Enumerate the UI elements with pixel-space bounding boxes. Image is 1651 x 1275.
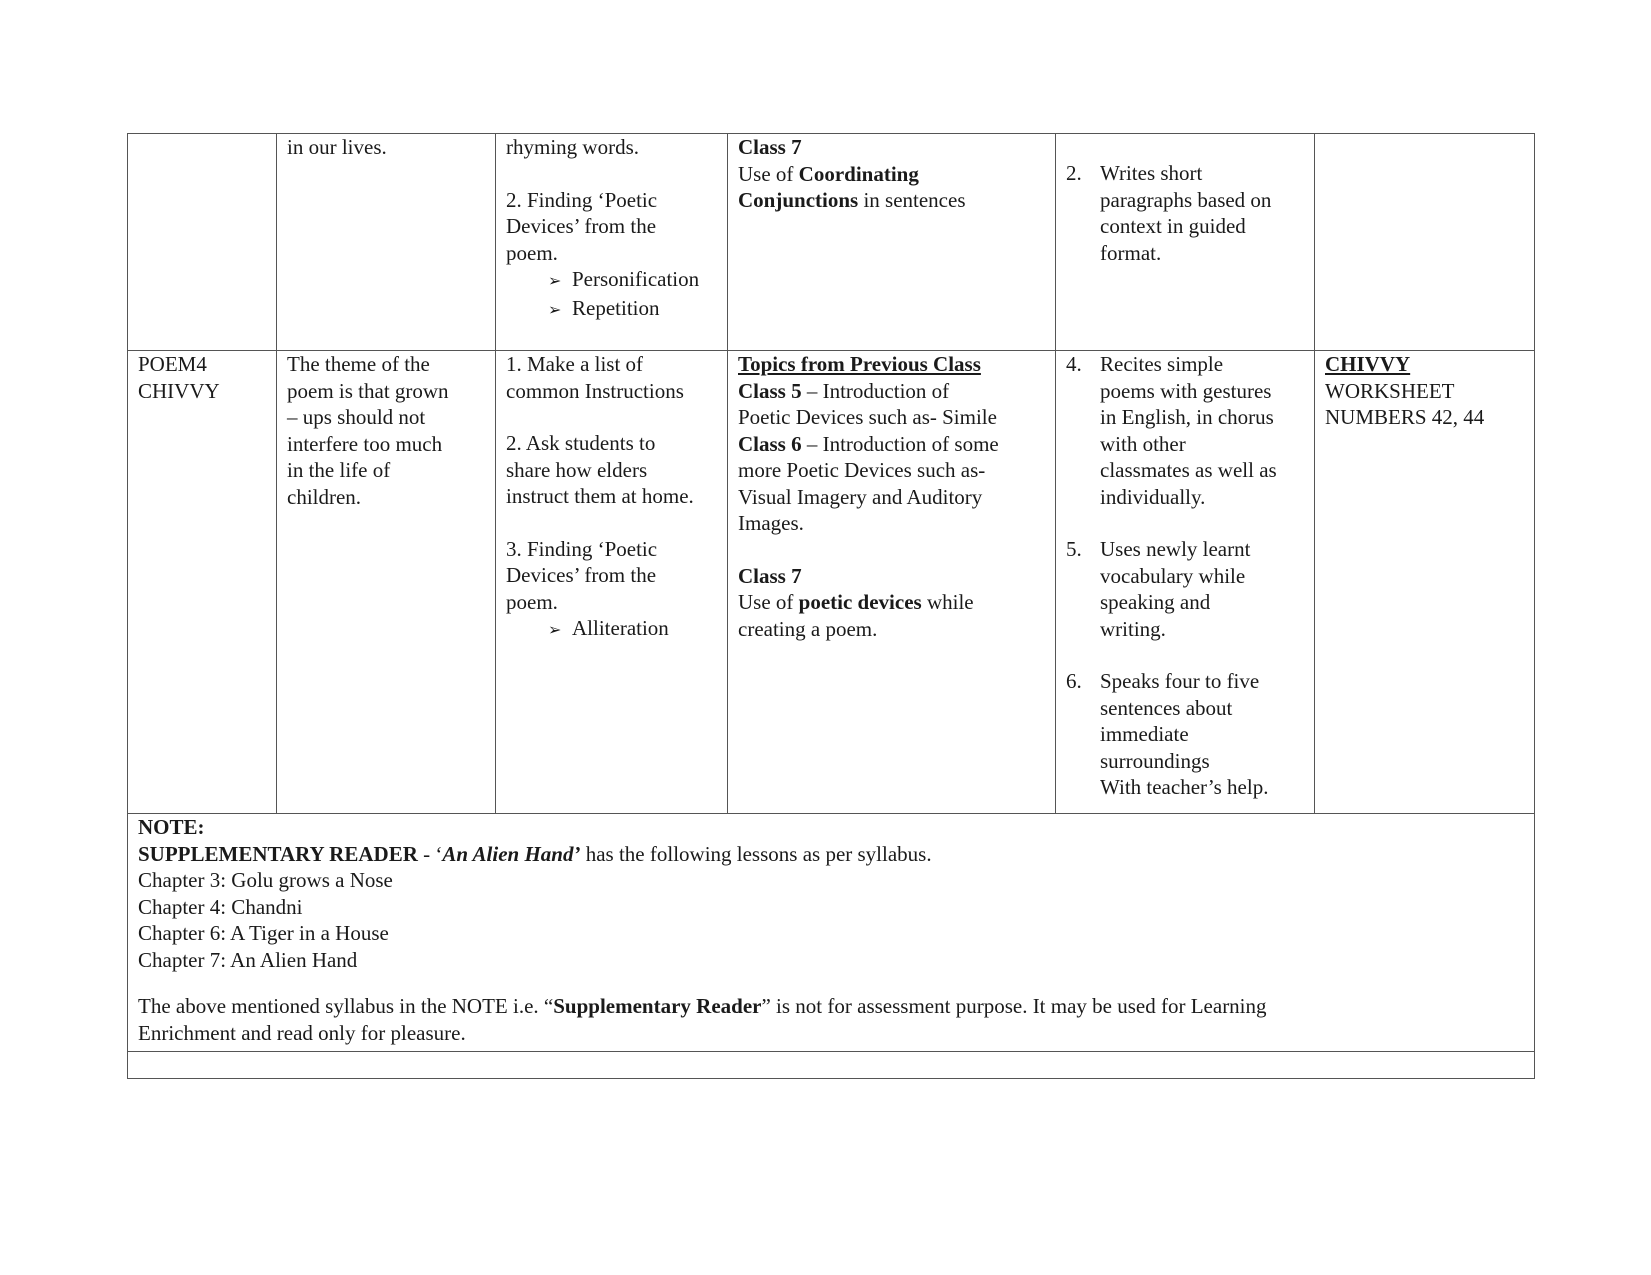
table-row	[128, 351, 1535, 814]
theme-cell: The theme of the poem is that grown – ups should not interfere too much in the life of children.	[277, 351, 496, 814]
activity-line: rhyming words.	[506, 135, 639, 159]
bullet-item: ➢ Repetition	[506, 295, 717, 324]
table-row	[128, 134, 1535, 351]
syllabus-table	[127, 133, 1535, 1079]
activities-cell	[496, 134, 728, 351]
note-cell	[128, 814, 1535, 1052]
chapter-title: CHIVVY	[138, 378, 220, 403]
worksheet-cell: CHIVVY WORKSHEET NUMBERS 42, 44	[1315, 351, 1535, 814]
chapter-code: POEM4	[138, 352, 207, 376]
outcome-item: 2. Writes short paragraphs based on context in guided format.	[1066, 161, 1272, 265]
activity-line: Devices’ from the	[506, 214, 657, 238]
outcome-number: 2.	[1066, 161, 1082, 185]
class-heading: Class 7	[738, 563, 802, 588]
theme-text: in our lives.	[287, 135, 387, 159]
outcomes-cell	[1056, 351, 1315, 814]
activity-line: 2. Finding ‘Poetic	[506, 187, 658, 212]
note-row	[128, 814, 1535, 1052]
worksheet-title: CHIVVY	[1325, 352, 1411, 376]
chapter-line: Chapter 3: Golu grows a Nose	[138, 868, 393, 892]
outcome-item: 6. Speaks four to five sentences about immediate surroundings With teacher’s help.	[1066, 669, 1269, 799]
chapter-cell	[128, 134, 277, 351]
grammar-cell	[728, 134, 1056, 351]
grammar-line: Use of Coordinating	[738, 161, 919, 186]
class-heading: Class 7	[738, 135, 802, 159]
activity-line: poem.	[506, 240, 558, 265]
empty-row	[128, 1052, 1535, 1079]
note-footer: The above mentioned syllabus in the NOTE i.e. “Supplementary Reader” is not for assessment purpose. It may be used for Learning	[138, 994, 1267, 1018]
bullet-item: ➢ Alliteration	[506, 615, 717, 644]
note-footer-line2: Enrichment and read only for pleasure.	[138, 1020, 466, 1045]
outcome-item: 5. Uses newly learnt vocabulary while speaking and writing.	[1066, 537, 1251, 641]
empty-cell	[128, 1052, 1535, 1079]
note-label: NOTE:	[138, 815, 205, 839]
grammar-cell: Topics from Previous Class Class 5 – Introduction of Poetic Devices such as- Simile Class 6 – Introduction of some more Poetic Devices such as- Visual Imagery and Auditory Images. Class 7 Use of poetic devices while creating a poem.	[728, 351, 1056, 814]
chapter-cell	[128, 351, 277, 814]
topics-heading: Topics from Previous Class	[738, 352, 981, 376]
grammar-line: Conjunctions in sentences	[738, 188, 966, 212]
chapter-line: Chapter 7: An Alien Hand	[138, 947, 358, 972]
theme-cell	[277, 134, 496, 351]
activities-cell: 1. Make a list of common Instructions 2. Ask students to share how elders instruct them at home. 3. Finding ‘Poetic Devices’ from the poem. ➢ Alliteration	[496, 351, 728, 814]
worksheet-cell	[1315, 134, 1535, 351]
supplementary-line: SUPPLEMENTARY READER - ‘An Alien Hand’ has the following lessons as per syllabus.	[138, 841, 932, 866]
outcome-item: 4. Recites simple poems with gestures in English, in chorus with other classmates as well as individually.	[1066, 352, 1277, 509]
chapter-line: Chapter 4: Chandni	[138, 894, 303, 919]
bullet-item: ➢ Personification	[506, 266, 717, 295]
outcomes-cell	[1056, 134, 1315, 351]
chapter-line: Chapter 6: A Tiger in a House	[138, 921, 389, 945]
